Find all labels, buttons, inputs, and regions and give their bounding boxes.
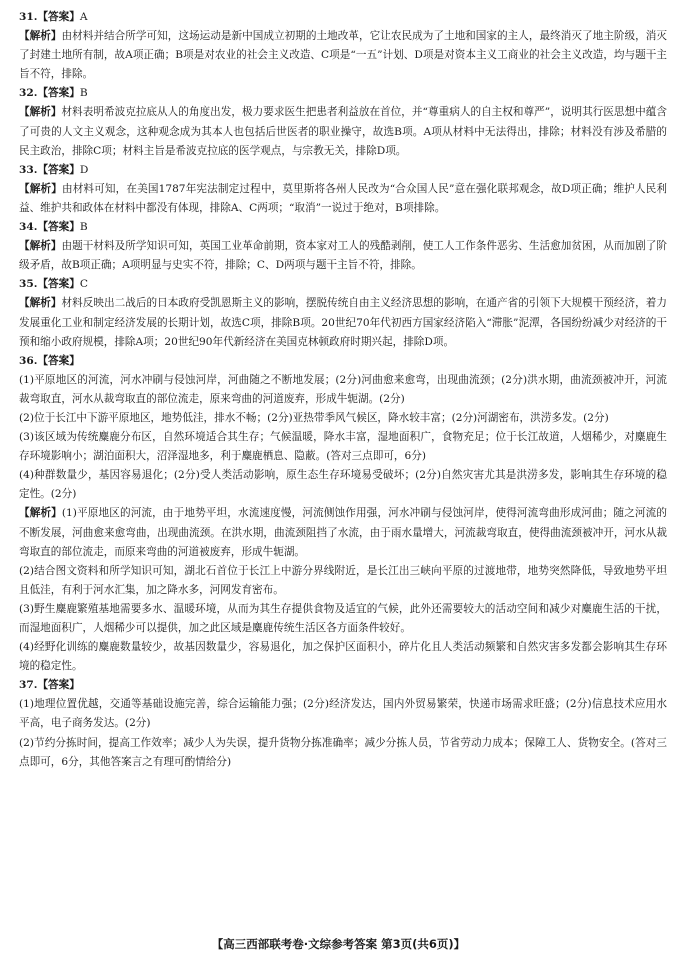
analysis-label: 【解析】 — [19, 30, 62, 43]
analysis-paragraph — [19, 103, 667, 160]
analysis-label: 【解析】 — [19, 240, 62, 253]
analysis-text: 由题干材料及所学知识可知，英国工业革命前期，资本家对工人的残酷剥削，使工人工作条件恶劣、生活愈加贫困，从而加剧了阶级矛盾，故B项正确；A项明显与史实不符，排除；C、D两项与题干主旨不符，排除。 — [19, 240, 668, 272]
answer-label: 【答案】 — [37, 221, 80, 234]
analysis-paragraph — [19, 237, 667, 275]
answer-line — [19, 352, 667, 371]
question-number: 31. — [19, 11, 38, 23]
answer-label: 【答案】 — [37, 354, 80, 367]
question-35 — [19, 275, 667, 351]
question-34 — [19, 218, 667, 275]
question-31 — [19, 8, 667, 84]
question-32 — [19, 84, 667, 160]
analysis-paragraph-3: (3)野生麋鹿繁殖基地需要多水、温暖环境，从而为其生存提供食物及适宜的气候，此外还需要较大的活动空间和减少对麋鹿生活的干扰，而湿地面积广，人烟稀少可以提供，加之此区域是麋鹿传统生活区各方面条件较好。 — [19, 602, 667, 634]
question-number: 37. — [19, 679, 38, 692]
page-footer: 【高三西部联考卷·文综参考答案 第3页(共6页)】 — [211, 937, 466, 951]
answer-content — [19, 8, 667, 772]
analysis-label: 【解析】 — [19, 182, 62, 195]
analysis-text: 材料反映出二战后的日本政府受凯恩斯主义的影响，摆脱传统自由主义经济思想的影响，在通产省的引领下大规模干预经济，着力发展重化工业和制定经济发展的长期计划，故选C项，排除B项。20世纪70年代初西方国家经济陷入“滞胀”泥潭，各国纷纷减少对经济的干预和缩小政府规模，排除A项；20世纪90年代新经济在美国克林顿政府时期兴起，排除D项。 — [19, 297, 668, 348]
question-36 — [19, 352, 667, 677]
question-33 — [19, 161, 667, 218]
question-37 — [19, 676, 667, 771]
question-number: 32. — [19, 87, 38, 100]
analysis-text: 由材料并结合所学可知，这场运动是新中国成立初期的土地改革，它让农民成为了土地和国家的主人，最终消灭了地主阶级，消灭了封建土地所有制，故A项正确；B项是对农业的社会主义改造、C项是“一五”计划、D项是对资本主义工商业的社会主义改造，均与题干主旨不符，排除。 — [19, 30, 668, 81]
answer-label: 【答案】 — [37, 163, 80, 176]
answer-value: B — [79, 221, 88, 234]
analysis-label: 【解析】 — [19, 507, 62, 520]
answer-line — [19, 218, 667, 237]
question-number: 36. — [19, 354, 38, 367]
answer-label: 【答案】 — [37, 278, 80, 291]
analysis-paragraph — [19, 27, 667, 84]
answer-value: B — [79, 87, 88, 100]
answer-label: 【答案】 — [37, 11, 80, 23]
analysis-label: 【解析】 — [19, 106, 62, 119]
answer-label: 【答案】 — [37, 679, 80, 692]
answer-value: A — [79, 11, 88, 23]
question-number: 33. — [19, 163, 38, 176]
answer-value: C — [79, 278, 88, 291]
answer-paragraph-1: (1)平原地区的河流，河水冲刷与侵蚀河岸，河曲随之不断地发展；(2分)河曲愈来愈弯，出现曲流颈；(2分)洪水期，曲流颈被冲开，河流裁弯取直，河水从裁弯取直的部位流走，原来弯曲的河道废弃，形成牛轭湖。(2分) — [19, 373, 667, 405]
analysis-label: 【解析】 — [19, 297, 62, 310]
question-number: 34. — [19, 221, 38, 234]
analysis-paragraph — [19, 294, 667, 351]
analysis-paragraph-2: (2)结合图文资料和所学知识可知，湖北石首位于长江上中游分界线附近，是长江出三峡向平原的过渡地带，地势突然降低，导致地势平坦且低洼，有利于河水汇集，加之降水多，河网发育密布。 — [19, 564, 667, 596]
answer-paragraph-2: (2)位于长江中下游平原地区，地势低洼，排水不畅；(2分)亚热带季风气候区，降水较丰富；(2分)河湖密布，洪涝多发。(2分) — [19, 411, 609, 424]
answer-paragraph-3: (3)该区域为传统麋鹿分布区，自然环境适合其生存；气候温暖，降水丰富，湿地面积广，食物充足；位于长江故道，人烟稀少，对麋鹿生存环境影响小；湖泊面积大，沼泽湿地多，利于麋鹿栖息、隐蔽。(答对三点即可，6分) — [19, 431, 667, 463]
answer-paragraph-1: (1)地理位置优越，交通等基础设施完善，综合运输能力强；(2分)经济发达，国内外贸易繁荣，快递市场需求旺盛；(2分)信息技术应用水平高，电子商务发达。(2分) — [19, 698, 667, 730]
analysis-text: 材料表明希波克拉底从人的角度出发，极力要求医生把患者利益放在首位，并“尊重病人的自主权和尊严”，说明其行医思想中蕴含了可贵的人文主义观念，这种观念成为其本人也包括后世医者的职业操守，故选B项。A项从材料中无法得出，排除；材料没有涉及希腊的民主政治，排除C项；材料主旨是希波克拉底的医学观点，与宗教无关，排除D项。 — [19, 106, 668, 157]
answer-paragraph-2: (2)节约分拣时间，提高工作效率；减少人为失误，提升货物分拣准确率；减少分拣人员，节省劳动力成本；保障工人、货物安全。(答对三点即可，6分，其他答案言之有理可酌情给分) — [19, 736, 667, 768]
question-number: 35. — [19, 278, 38, 291]
analysis-paragraph-4: (4)经野化训练的麋鹿数量较少，故基因数量少，容易退化，加之保护区面积小，碎片化且人类活动频繁和自然灾害多发都会影响其生存环境的稳定性。 — [19, 641, 667, 673]
answer-paragraph-4: (4)种群数量少，基因容易退化；(2分)受人类活动影响，原生态生存环境易受破坏；(2分)自然灾害尤其是洪涝多发，影响其生存环境的稳定性。(2分) — [19, 469, 667, 501]
answer-line — [19, 84, 667, 103]
answer-line — [19, 275, 667, 294]
answer-line — [19, 161, 667, 180]
answer-line — [19, 676, 667, 695]
analysis-paragraph-1 — [19, 504, 667, 561]
answer-label: 【答案】 — [37, 87, 80, 100]
answer-value: D — [79, 163, 89, 176]
analysis-text: (1)平原地区的河流，由于地势平坦，水流速度慢，河流侧蚀作用强，河水冲刷与侵蚀河岸，使得河流弯曲形成河曲；随之河流的不断发展，河曲愈来愈弯曲，出现曲流颈。在洪水期，曲流颈阻挡了水流，由于雨水量增大，河流裁弯取直，使得曲流颈被冲开，河水从裁弯取直的部位流走，而原来弯曲的河道被废弃，形成牛轭湖。 — [19, 507, 667, 558]
analysis-paragraph — [19, 180, 667, 218]
answer-line — [19, 8, 667, 27]
analysis-text: 由材料可知，在美国1787年宪法制定过程中，莫里斯将各州人民改为“合众国人民”意在强化联邦观念，故D项正确；维护人民利益、维护共和政体在材料中都没有体现，排除A、C两项；“取消”一说过于绝对，B项排除。 — [19, 182, 668, 214]
